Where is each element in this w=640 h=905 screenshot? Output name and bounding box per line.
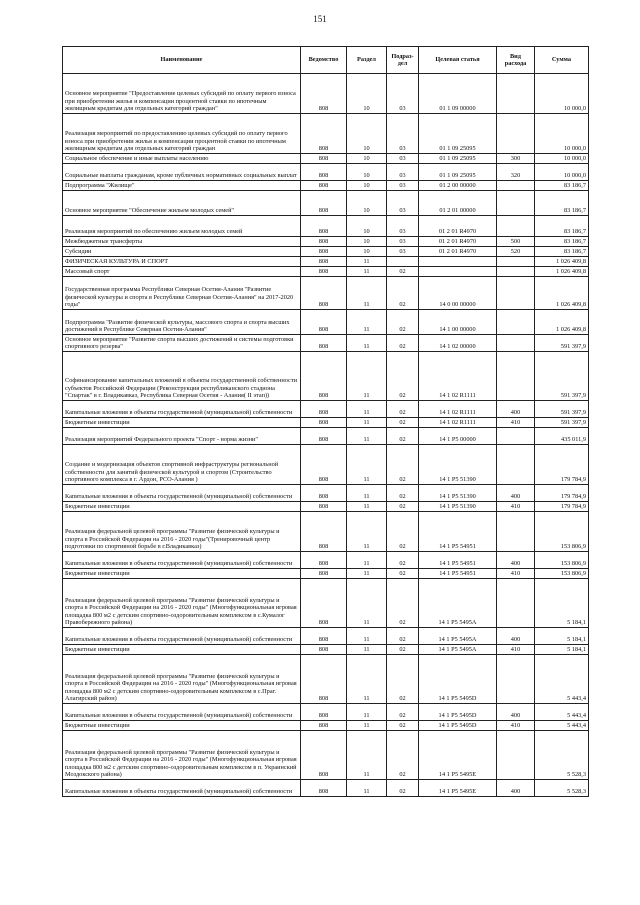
cell-dept: 808 (301, 579, 347, 628)
table-row (63, 721, 589, 731)
cell-sum: 83 186,7 (535, 181, 589, 191)
cell-dept: 808 (301, 247, 347, 257)
cell-name: Социальные выплаты гражданам, кроме публичных нормативных социальных выплат (63, 164, 301, 181)
cell-dept: 808 (301, 310, 347, 335)
cell-article: 14 1 02 R1111 (419, 418, 497, 428)
cell-kind: 410 (497, 418, 535, 428)
cell-kind (497, 74, 535, 114)
cell-dept: 808 (301, 731, 347, 780)
cell-name: Капитальные вложения в объекты государственной (муниципальной) собственности (63, 704, 301, 721)
table-row (63, 216, 589, 237)
cell-article: 14 1 P5 54951 (419, 552, 497, 569)
cell-dept: 808 (301, 154, 347, 164)
cell-dept: 808 (301, 418, 347, 428)
cell-subsection: 02 (387, 445, 419, 485)
table-row (63, 247, 589, 257)
cell-subsection: 02 (387, 721, 419, 731)
cell-kind: 500 (497, 237, 535, 247)
cell-article: 01 2 01 00000 (419, 191, 497, 216)
cell-name: Реализация федеральной целевой программы "Развитие физической культуры и спорта в Российской Федерации на 2016 - 2020 годы"(Тренировочный центр подготовки по спортивной борьбе в г.Владикавказ) (63, 512, 301, 552)
cell-article: 14 1 P5 5495A (419, 628, 497, 645)
cell-dept: 808 (301, 335, 347, 352)
cell-subsection: 02 (387, 267, 419, 277)
cell-subsection: 03 (387, 114, 419, 154)
cell-sum: 179 784,9 (535, 445, 589, 485)
cell-dept: 808 (301, 191, 347, 216)
cell-article: 01 1 09 25095 (419, 114, 497, 154)
cell-article: 14 1 02 00000 (419, 335, 497, 352)
cell-sum: 1 026 409,8 (535, 310, 589, 335)
table-row (63, 645, 589, 655)
cell-section: 10 (347, 154, 387, 164)
cell-kind (497, 191, 535, 216)
table-row (63, 267, 589, 277)
cell-sum: 5 443,4 (535, 655, 589, 704)
table-row (63, 445, 589, 485)
cell-article: 01 1 09 00000 (419, 74, 497, 114)
cell-kind: 410 (497, 569, 535, 579)
cell-name: Капитальные вложения в объекты государственной (муниципальной) собственности (63, 628, 301, 645)
cell-section: 11 (347, 628, 387, 645)
cell-dept: 808 (301, 257, 347, 267)
cell-kind: 320 (497, 164, 535, 181)
cell-kind (497, 114, 535, 154)
header-row (63, 47, 589, 74)
cell-subsection: 03 (387, 237, 419, 247)
cell-section: 10 (347, 74, 387, 114)
cell-dept: 808 (301, 502, 347, 512)
cell-section: 11 (347, 352, 387, 401)
cell-article: 14 1 P5 51390 (419, 502, 497, 512)
cell-kind (497, 352, 535, 401)
cell-sum: 10 000,0 (535, 164, 589, 181)
cell-section: 10 (347, 191, 387, 216)
cell-name: Реализация федеральной целевой программы "Развитие физической культуры и спорта в Российской Федерации на 2016 - 2020 годы" (Многофункциональная игровая площадка 800 м2 с детским спортивно-оздоровительным комплексом в с.Кумалог Правобережного района) (63, 579, 301, 628)
cell-section: 11 (347, 401, 387, 418)
cell-kind (497, 267, 535, 277)
cell-section: 11 (347, 569, 387, 579)
cell-dept: 808 (301, 277, 347, 310)
cell-section: 11 (347, 780, 387, 797)
cell-dept: 808 (301, 74, 347, 114)
cell-dept: 808 (301, 552, 347, 569)
cell-kind: 300 (497, 154, 535, 164)
cell-subsection: 02 (387, 277, 419, 310)
cell-name: Бюджетные инвестиции (63, 721, 301, 731)
table-row (63, 552, 589, 569)
cell-dept: 808 (301, 721, 347, 731)
budget-table (62, 46, 589, 797)
cell-kind: 400 (497, 552, 535, 569)
cell-subsection: 02 (387, 335, 419, 352)
cell-article: 14 1 P5 5495D (419, 655, 497, 704)
cell-article: 01 2 01 R4970 (419, 247, 497, 257)
cell-name: Капитальные вложения в объекты государственной (муниципальной) собственности (63, 780, 301, 797)
cell-article: 14 1 P5 00000 (419, 428, 497, 445)
cell-subsection: 03 (387, 181, 419, 191)
cell-sum: 1 026 409,8 (535, 257, 589, 267)
cell-name: Основное мероприятие "Обеспечение жильем молодых семей" (63, 191, 301, 216)
cell-name: Реализация мероприятий Федерального проекта "Спорт - норма жизни" (63, 428, 301, 445)
cell-dept: 808 (301, 164, 347, 181)
cell-article: 14 1 P5 5495A (419, 579, 497, 628)
cell-article: 01 2 00 00000 (419, 181, 497, 191)
cell-subsection: 02 (387, 628, 419, 645)
cell-name: Реализация федеральной целевой программы "Развитие физической культуры и спорта в Российской Федерации на 2016 - 2020 годы" (Многофункциональная игровая площадка 800 м2 с детским спортивно-оздоровительным комплексом в п. Украинский Моздокского района) (63, 731, 301, 780)
cell-kind (497, 310, 535, 335)
cell-name: Капитальные вложения в объекты государственной (муниципальной) собственности (63, 401, 301, 418)
table-row (63, 257, 589, 267)
cell-subsection: 02 (387, 645, 419, 655)
cell-kind: 410 (497, 502, 535, 512)
cell-sum: 5 443,4 (535, 704, 589, 721)
table-row (63, 704, 589, 721)
cell-subsection: 02 (387, 418, 419, 428)
cell-article: 14 1 02 R1111 (419, 401, 497, 418)
cell-article: 14 1 02 R1111 (419, 352, 497, 401)
cell-name: Капитальные вложения в объекты государственной (муниципальной) собственности (63, 552, 301, 569)
cell-name: Бюджетные инвестиции (63, 418, 301, 428)
cell-kind (497, 428, 535, 445)
cell-article: 14 1 P5 54951 (419, 569, 497, 579)
cell-section: 11 (347, 335, 387, 352)
cell-section: 10 (347, 114, 387, 154)
cell-sum: 1 026 409,8 (535, 277, 589, 310)
cell-kind (497, 445, 535, 485)
cell-dept: 808 (301, 485, 347, 502)
cell-sum: 83 186,7 (535, 216, 589, 237)
cell-name: Основное мероприятие "Развитие спорта высших достижений и системы подготовки спортивного резерва" (63, 335, 301, 352)
cell-article: 14 1 P5 54951 (419, 512, 497, 552)
cell-dept: 808 (301, 401, 347, 418)
cell-kind: 410 (497, 645, 535, 655)
table-row (63, 418, 589, 428)
cell-kind: 520 (497, 247, 535, 257)
cell-sum: 435 011,9 (535, 428, 589, 445)
cell-kind (497, 257, 535, 267)
cell-section: 11 (347, 512, 387, 552)
cell-subsection: 02 (387, 552, 419, 569)
table-row (63, 277, 589, 310)
cell-name: Основное мероприятие "Предоставление целевых субсидий по оплату первого взноса при приобретении жилья и компенсации процентной ставки по ипотечным жилищным кредитам для отдельных категорий граждан" (63, 74, 301, 114)
cell-section: 11 (347, 267, 387, 277)
table-row (63, 655, 589, 704)
table-row (63, 428, 589, 445)
cell-sum: 5 528,3 (535, 780, 589, 797)
cell-article: 01 2 01 R4970 (419, 237, 497, 247)
col-header-kind: Вид расхода (497, 47, 535, 74)
cell-subsection: 02 (387, 428, 419, 445)
table-row (63, 310, 589, 335)
cell-section: 11 (347, 485, 387, 502)
cell-article: 01 1 09 25095 (419, 154, 497, 164)
cell-subsection: 02 (387, 569, 419, 579)
cell-article: 14 1 P5 5495E (419, 780, 497, 797)
cell-subsection (387, 257, 419, 267)
cell-section: 11 (347, 445, 387, 485)
cell-dept: 808 (301, 267, 347, 277)
cell-subsection: 02 (387, 310, 419, 335)
cell-name: Создание и модернизация объектов спортивной инфраструктуры региональной собственности для занятий физической культурой и спортом (Строительство спортивного комплекса в г. Ардон, РСО-Алания ) (63, 445, 301, 485)
cell-dept: 808 (301, 352, 347, 401)
cell-sum: 153 806,9 (535, 569, 589, 579)
cell-section: 11 (347, 645, 387, 655)
table-row (63, 502, 589, 512)
cell-kind: 410 (497, 721, 535, 731)
cell-dept: 808 (301, 655, 347, 704)
cell-kind (497, 216, 535, 237)
cell-name: Государственная программа Республики Северная Осетия-Алания "Развитие физической культуры и спорта в Республике Северная Осетия-Алания" на 2017-2020 годы" (63, 277, 301, 310)
cell-subsection: 03 (387, 191, 419, 216)
cell-kind (497, 512, 535, 552)
cell-sum: 1 026 409,8 (535, 267, 589, 277)
cell-name: Реализация мероприятий по предоставлению целевых субсидий по оплату первого взноса при приобретении жилья и компенсации процентной ставки по ипотечным жилищным кредитам для отдельных категорий граждан (63, 114, 301, 154)
table-row (63, 579, 589, 628)
cell-subsection: 03 (387, 216, 419, 237)
cell-kind (497, 731, 535, 780)
cell-section: 11 (347, 310, 387, 335)
cell-sum: 591 397,9 (535, 335, 589, 352)
table-row (63, 512, 589, 552)
table-row (63, 164, 589, 181)
cell-name: Субсидии (63, 247, 301, 257)
cell-section: 11 (347, 704, 387, 721)
cell-name: Массовый спорт (63, 267, 301, 277)
col-header-name: Наименование (63, 47, 301, 74)
cell-section: 11 (347, 428, 387, 445)
table-row (63, 154, 589, 164)
cell-section: 11 (347, 731, 387, 780)
cell-section: 11 (347, 655, 387, 704)
cell-sum: 10 000,0 (535, 154, 589, 164)
cell-name: Межбюджетные трансферты (63, 237, 301, 247)
cell-section: 11 (347, 579, 387, 628)
col-header-article: Целевая статья (419, 47, 497, 74)
table-row (63, 114, 589, 154)
cell-kind: 400 (497, 401, 535, 418)
cell-section: 11 (347, 257, 387, 267)
table-row (63, 401, 589, 418)
cell-dept: 808 (301, 628, 347, 645)
cell-name: Бюджетные инвестиции (63, 569, 301, 579)
cell-kind: 400 (497, 704, 535, 721)
table-body (63, 74, 589, 797)
table-row (63, 352, 589, 401)
table-row (63, 731, 589, 780)
cell-section: 10 (347, 237, 387, 247)
cell-dept: 808 (301, 704, 347, 721)
cell-section: 11 (347, 502, 387, 512)
cell-dept: 808 (301, 569, 347, 579)
cell-article: 14 1 P5 5495A (419, 645, 497, 655)
table-row (63, 335, 589, 352)
cell-subsection: 02 (387, 512, 419, 552)
cell-section: 10 (347, 164, 387, 181)
table-row (63, 74, 589, 114)
cell-sum: 5 443,4 (535, 721, 589, 731)
cell-subsection: 03 (387, 74, 419, 114)
cell-sum: 83 186,7 (535, 191, 589, 216)
cell-kind (497, 335, 535, 352)
cell-sum: 5 184,1 (535, 628, 589, 645)
cell-sum: 10 000,0 (535, 74, 589, 114)
cell-sum: 153 806,9 (535, 512, 589, 552)
cell-subsection: 02 (387, 352, 419, 401)
cell-name: Капитальные вложения в объекты государственной (муниципальной) собственности (63, 485, 301, 502)
cell-subsection: 03 (387, 164, 419, 181)
cell-kind (497, 579, 535, 628)
cell-dept: 808 (301, 445, 347, 485)
col-header-section: Раздел (347, 47, 387, 74)
cell-article: 01 2 01 R4970 (419, 216, 497, 237)
cell-section: 10 (347, 181, 387, 191)
table-row (63, 780, 589, 797)
cell-dept: 808 (301, 780, 347, 797)
cell-name: Социальное обеспечение и иные выплаты населению (63, 154, 301, 164)
table-row (63, 485, 589, 502)
cell-name: Реализация федеральной целевой программы "Развитие физической культуры и спорта в Российской Федерации на 2016 - 2020 годы" (Многофункциональная игровая площадка 800 м2 с детским спортивно-оздоровительным комплексом в с.Праг. Алагирский район) (63, 655, 301, 704)
cell-kind: 400 (497, 780, 535, 797)
table-row (63, 628, 589, 645)
table-row (63, 237, 589, 247)
cell-sum: 591 397,9 (535, 401, 589, 418)
cell-sum: 179 784,9 (535, 502, 589, 512)
cell-sum: 179 784,9 (535, 485, 589, 502)
cell-name: Софинансирование капитальных вложений в объекты государственной собственности субъектов Российской Федерации (Реконструкция республиканского стадиона "Спартак" в г. Владикавказ, Республика Северная Осетия - Алания( II этап)) (63, 352, 301, 401)
cell-article (419, 267, 497, 277)
cell-article: 01 1 09 25095 (419, 164, 497, 181)
cell-section: 10 (347, 247, 387, 257)
cell-dept: 808 (301, 237, 347, 247)
cell-article: 14 1 P5 51390 (419, 445, 497, 485)
cell-subsection: 03 (387, 154, 419, 164)
cell-sum: 591 397,9 (535, 352, 589, 401)
cell-subsection: 02 (387, 502, 419, 512)
cell-article: 14 0 00 00000 (419, 277, 497, 310)
cell-kind: 400 (497, 485, 535, 502)
cell-section: 11 (347, 721, 387, 731)
cell-name: Бюджетные инвестиции (63, 502, 301, 512)
table-row (63, 181, 589, 191)
cell-name: Подпрограмма "Жилище" (63, 181, 301, 191)
cell-dept: 808 (301, 645, 347, 655)
cell-section: 11 (347, 552, 387, 569)
cell-kind (497, 277, 535, 310)
cell-sum: 153 806,9 (535, 552, 589, 569)
page-number: 151 (313, 14, 327, 24)
cell-dept: 808 (301, 216, 347, 237)
cell-article: 14 1 00 00000 (419, 310, 497, 335)
cell-name: Бюджетные инвестиции (63, 645, 301, 655)
cell-sum: 591 397,9 (535, 418, 589, 428)
cell-sum: 5 184,1 (535, 645, 589, 655)
cell-name: Реализация мероприятий по обеспечению жильем молодых семей (63, 216, 301, 237)
cell-article: 14 1 P5 51390 (419, 485, 497, 502)
cell-dept: 808 (301, 181, 347, 191)
cell-article: 14 1 P5 5495D (419, 721, 497, 731)
cell-section: 10 (347, 216, 387, 237)
cell-name: Подпрограмма "Развитие физической культуры, массового спорта и спорта высших достижений в Республике Северная Осетия-Алания" (63, 310, 301, 335)
cell-section: 11 (347, 277, 387, 310)
cell-sum: 83 186,7 (535, 247, 589, 257)
table-row (63, 569, 589, 579)
cell-sum: 83 186,7 (535, 237, 589, 247)
cell-sum: 5 528,3 (535, 731, 589, 780)
cell-subsection: 02 (387, 731, 419, 780)
cell-kind: 400 (497, 628, 535, 645)
cell-section: 11 (347, 418, 387, 428)
cell-article: 14 1 P5 5495D (419, 704, 497, 721)
cell-subsection: 02 (387, 655, 419, 704)
cell-subsection: 03 (387, 247, 419, 257)
cell-article: 14 1 P5 5495E (419, 731, 497, 780)
cell-kind (497, 181, 535, 191)
cell-dept: 808 (301, 428, 347, 445)
col-header-subsection: Подраз-дел (387, 47, 419, 74)
cell-kind (497, 655, 535, 704)
cell-sum: 10 000,0 (535, 114, 589, 154)
cell-subsection: 02 (387, 485, 419, 502)
cell-sum: 5 184,1 (535, 579, 589, 628)
cell-dept: 808 (301, 512, 347, 552)
cell-subsection: 02 (387, 704, 419, 721)
table-row (63, 191, 589, 216)
cell-subsection: 02 (387, 401, 419, 418)
cell-subsection: 02 (387, 579, 419, 628)
cell-dept: 808 (301, 114, 347, 154)
col-header-dept: Ведомство (301, 47, 347, 74)
cell-article (419, 257, 497, 267)
cell-subsection: 02 (387, 780, 419, 797)
cell-name: ФИЗИЧЕСКАЯ КУЛЬТУРА И СПОРТ (63, 257, 301, 267)
col-header-sum: Сумма (535, 47, 589, 74)
